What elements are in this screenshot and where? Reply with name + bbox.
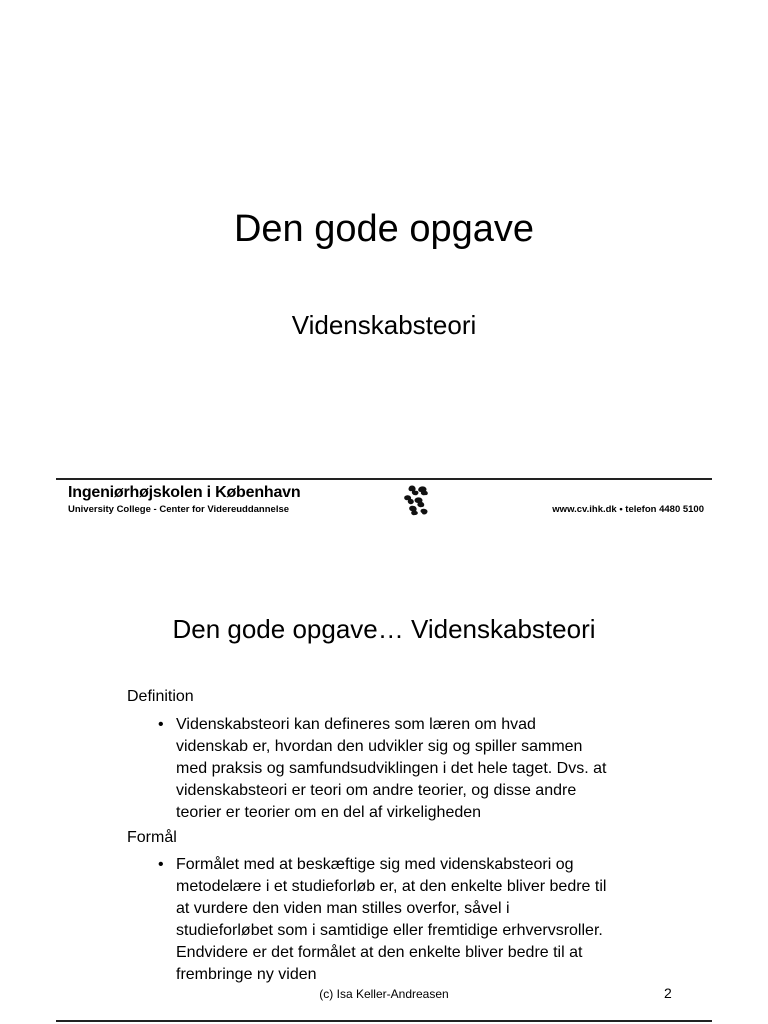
slide2-title: Den gode opgave… Videnskabsteori: [172, 614, 596, 644]
slide1-subtitle: Videnskabsteori: [291, 310, 477, 340]
bullet-icon: •: [158, 716, 164, 733]
bullet-icon: •: [158, 856, 164, 873]
slide1-title: Den gode opgave: [233, 208, 535, 250]
section-heading-formaal: Formål: [127, 829, 177, 846]
definition-text: Videnskabsteori kan defineres som læren om hvad videnskab er, hvordan den udvikler sig og spiller sammen med praksis og samfundsudviklingen i det hele taget. Dvs. at videnskabsteori er teori om andre teorier, og disse andre teorier er teorier om en del af virkeligheden: [176, 716, 607, 821]
institution-name: Ingeniørhøjskolen i København: [68, 484, 301, 501]
contact-info: www.cv.ihk.dk • telefon 4480 5100: [552, 504, 704, 515]
list-item: [158, 854, 718, 986]
institution-department: University College - Center for Videreuddannelse: [68, 504, 290, 515]
institution-logo-icon: [402, 484, 432, 516]
page-number: 2: [664, 985, 672, 1001]
purpose-text: Formålet med at beskæftige sig med videnskabsteori og metodelære i et studieforløb er, at den enkelte bliver bedre til at vurdere den viden man stilles overfor, såvel i studieforløbet som i samtidige eller fremtidige erhvervsroller. Endvidere er det formålet at den enkelte bliver bedre til at frembringe ny viden: [176, 856, 607, 983]
list-item: [158, 714, 718, 824]
section-heading-definition: Definition: [127, 688, 194, 705]
slide2-bottom-rule: [56, 1020, 712, 1022]
slide1-footer-rule: [56, 478, 712, 480]
copyright-footer: (c) Isa Keller-Andreasen: [319, 987, 449, 1001]
